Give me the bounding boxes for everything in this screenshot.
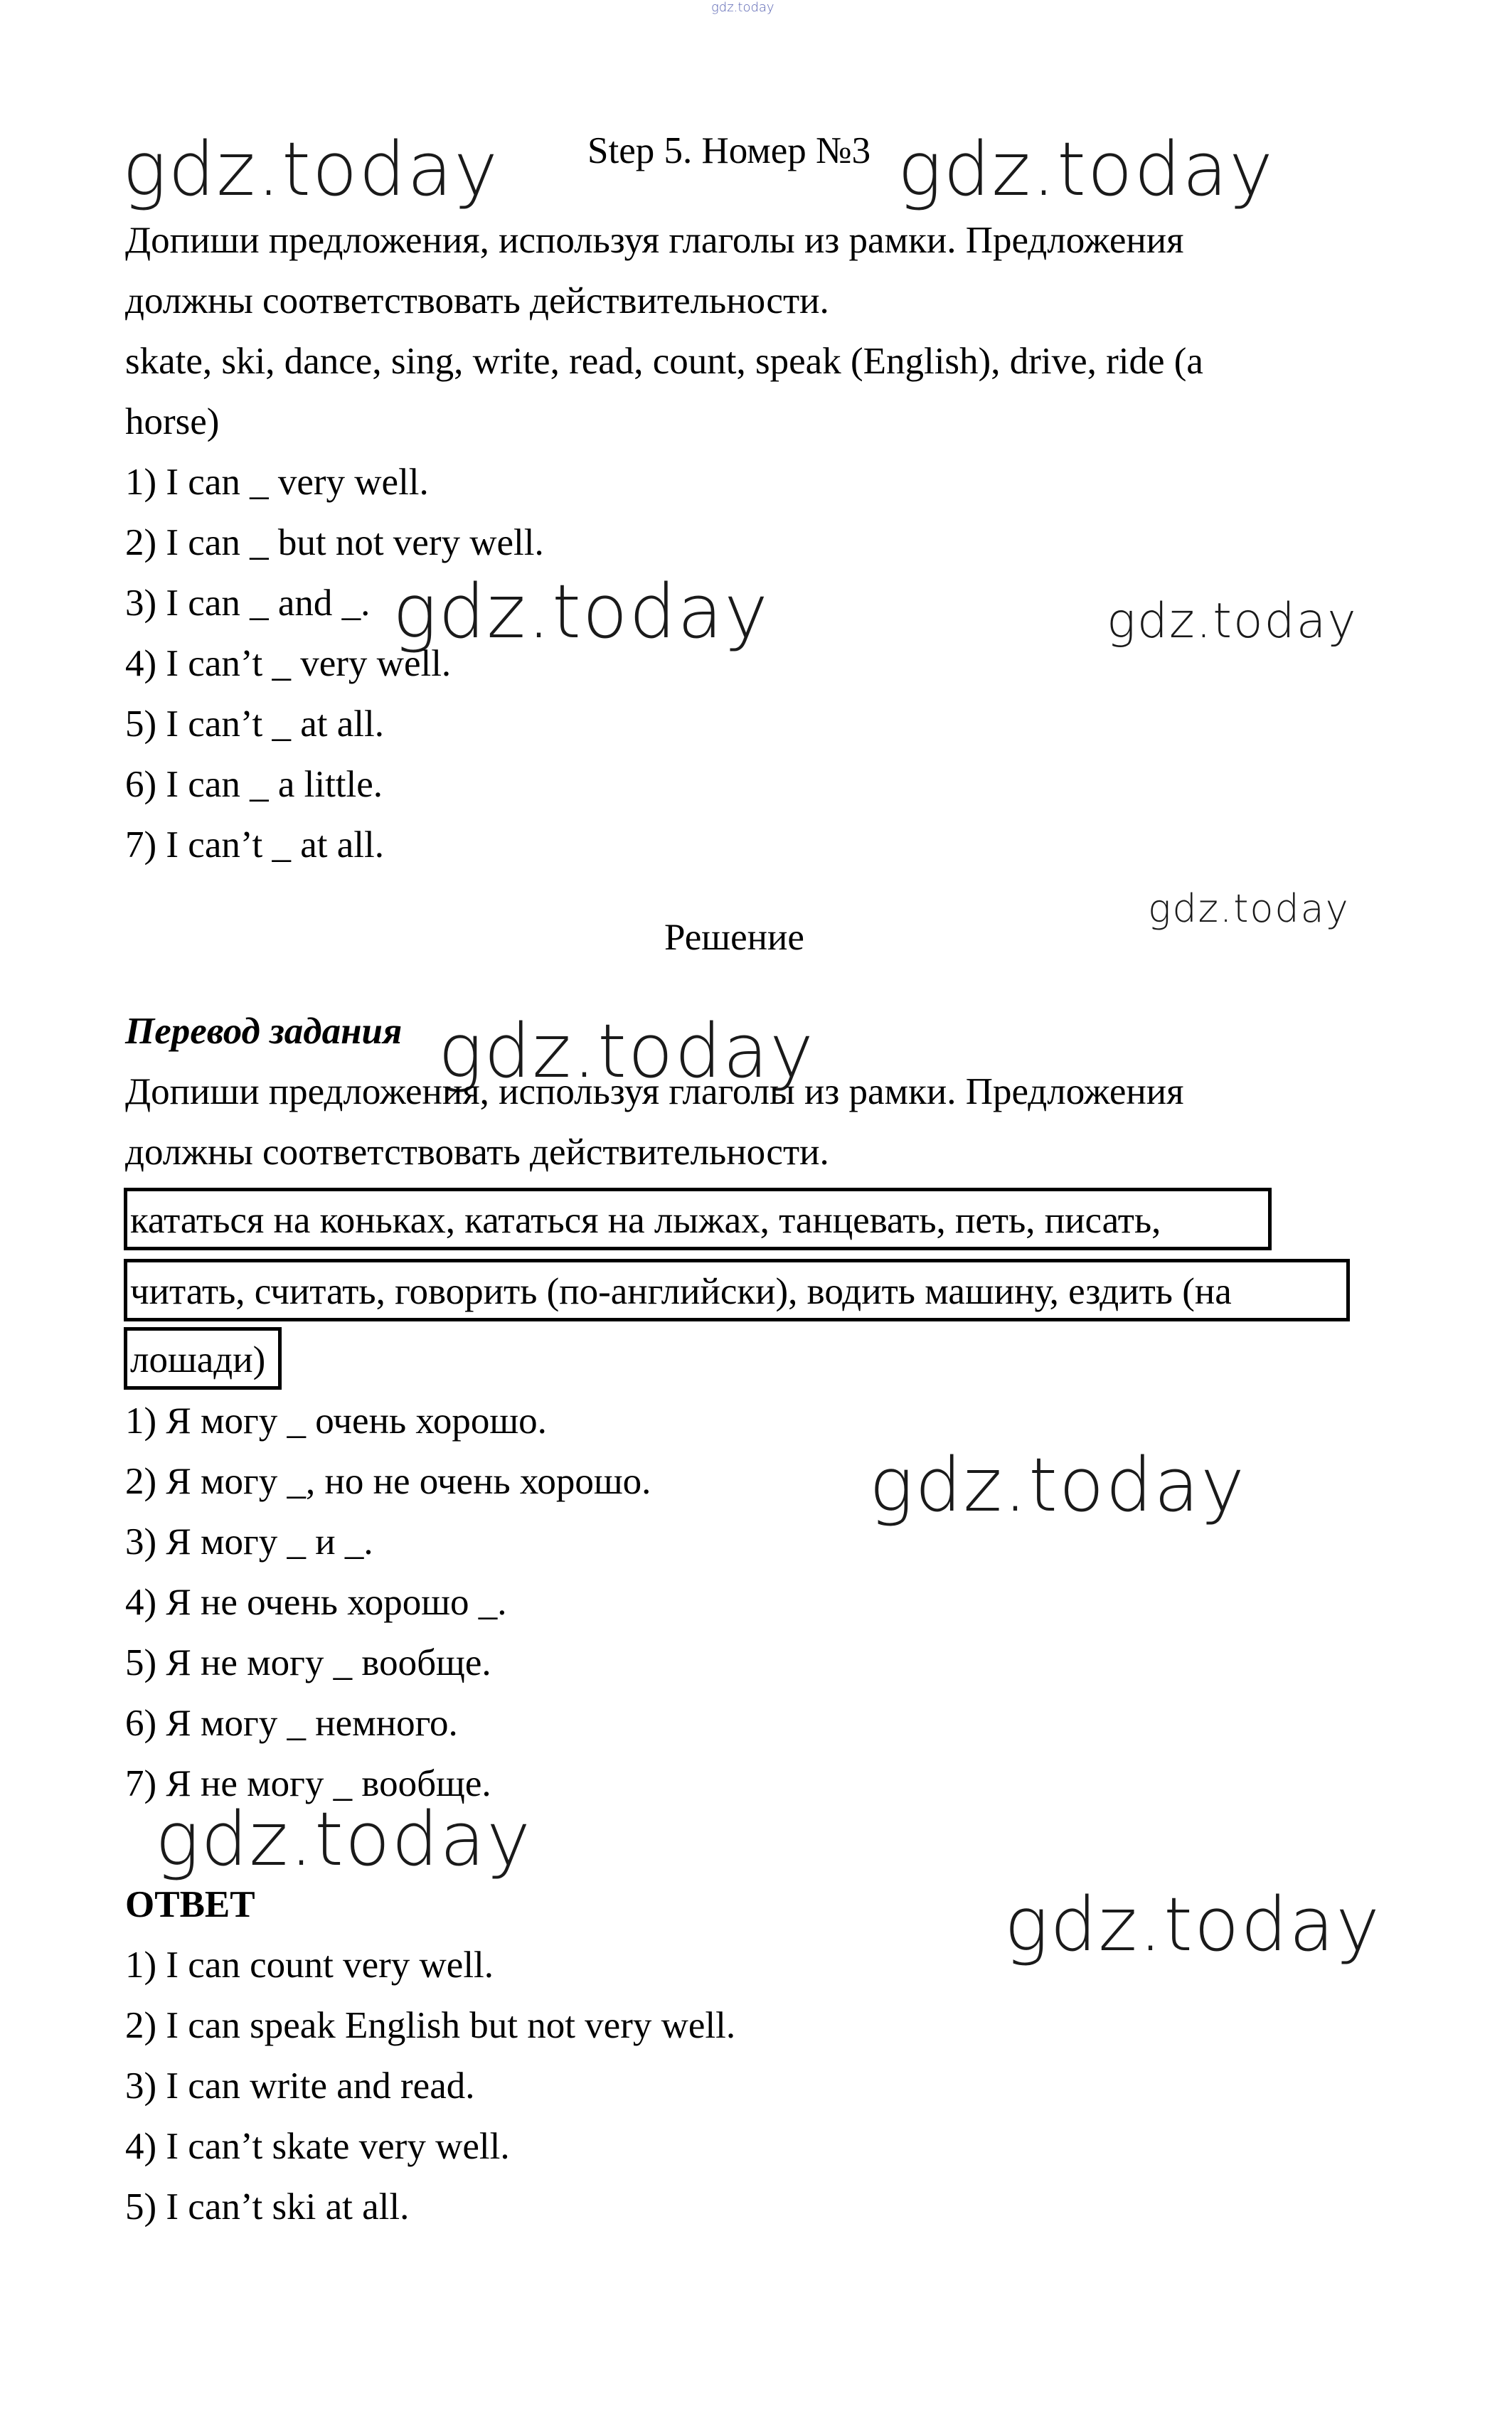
- answer-heading: ОТВЕТ: [125, 1884, 255, 1925]
- answer-item: 3) I can write and read.: [125, 2065, 475, 2107]
- watermark: gdz.today: [869, 1442, 1246, 1528]
- watermark-top: gdz.today: [711, 0, 774, 15]
- task-item: 2) I can _ but not very well.: [125, 522, 544, 563]
- translation-item: 3) Я могу _ и _.: [125, 1521, 373, 1563]
- word-box-line2: читать, считать, говорить (по-английски), водить машину, ездить (на: [124, 1259, 1350, 1321]
- watermark: gdz.today: [393, 568, 770, 655]
- watermark: gdz.today: [1004, 1881, 1381, 1968]
- answer-item: 4) I can’t skate very well.: [125, 2126, 510, 2167]
- watermark: gdz.today: [438, 1008, 815, 1095]
- task-item: 1) I can _ very well.: [125, 462, 429, 503]
- answer-item: 2) I can speak English but not very well.: [125, 2005, 736, 2046]
- task-instruction-line1: Допиши предложения, используя глаголы из рамки. Предложения: [125, 220, 1184, 261]
- task-instruction-line2: должны соответствовать действительности.: [125, 280, 829, 321]
- translation-instruction-line2: должны соответствовать действительности.: [125, 1132, 829, 1173]
- translation-item: 7) Я не могу _ вообще.: [125, 1763, 491, 1804]
- task-item: 7) I can’t _ at all.: [125, 824, 384, 866]
- translation-item: 5) Я не могу _ вообще.: [125, 1642, 491, 1683]
- task-item: 4) I can’t _ very well.: [125, 643, 452, 684]
- watermark: gdz.today: [898, 126, 1274, 213]
- translation-instruction-line1: Допиши предложения, используя глаголы из рамки. Предложения: [125, 1071, 1184, 1112]
- page-title: Step 5. Номер №3: [587, 130, 871, 171]
- translation-item: 6) Я могу _ немного.: [125, 1703, 458, 1744]
- answer-item: 1) I can count very well.: [125, 1944, 494, 1986]
- watermark: gdz.today: [1148, 886, 1350, 931]
- task-item: 5) I can’t _ at all.: [125, 703, 384, 745]
- answer-item: 5) I can’t ski at all.: [125, 2186, 410, 2228]
- translation-heading: Перевод задания: [125, 1011, 403, 1052]
- translation-item: 4) Я не очень хорошо _.: [125, 1582, 507, 1623]
- word-box-line3: лошади): [124, 1327, 282, 1390]
- solution-heading: Решение: [664, 917, 804, 958]
- word-bank-line1: skate, ski, dance, sing, write, read, count, speak (English), drive, ride (a: [125, 341, 1203, 382]
- word-box-line1: кататься на коньках, кататься на лыжах, танцевать, петь, писать,: [124, 1188, 1272, 1250]
- watermark: gdz.today: [155, 1796, 532, 1883]
- translation-item: 2) Я могу _, но не очень хорошо.: [125, 1461, 651, 1502]
- task-item: 3) I can _ and _.: [125, 582, 371, 624]
- task-item: 6) I can _ a little.: [125, 764, 383, 805]
- watermark: gdz.today: [1107, 593, 1358, 649]
- translation-item: 1) Я могу _ очень хорошо.: [125, 1400, 547, 1442]
- watermark: gdz.today: [122, 126, 499, 213]
- word-bank-line2: horse): [125, 401, 220, 442]
